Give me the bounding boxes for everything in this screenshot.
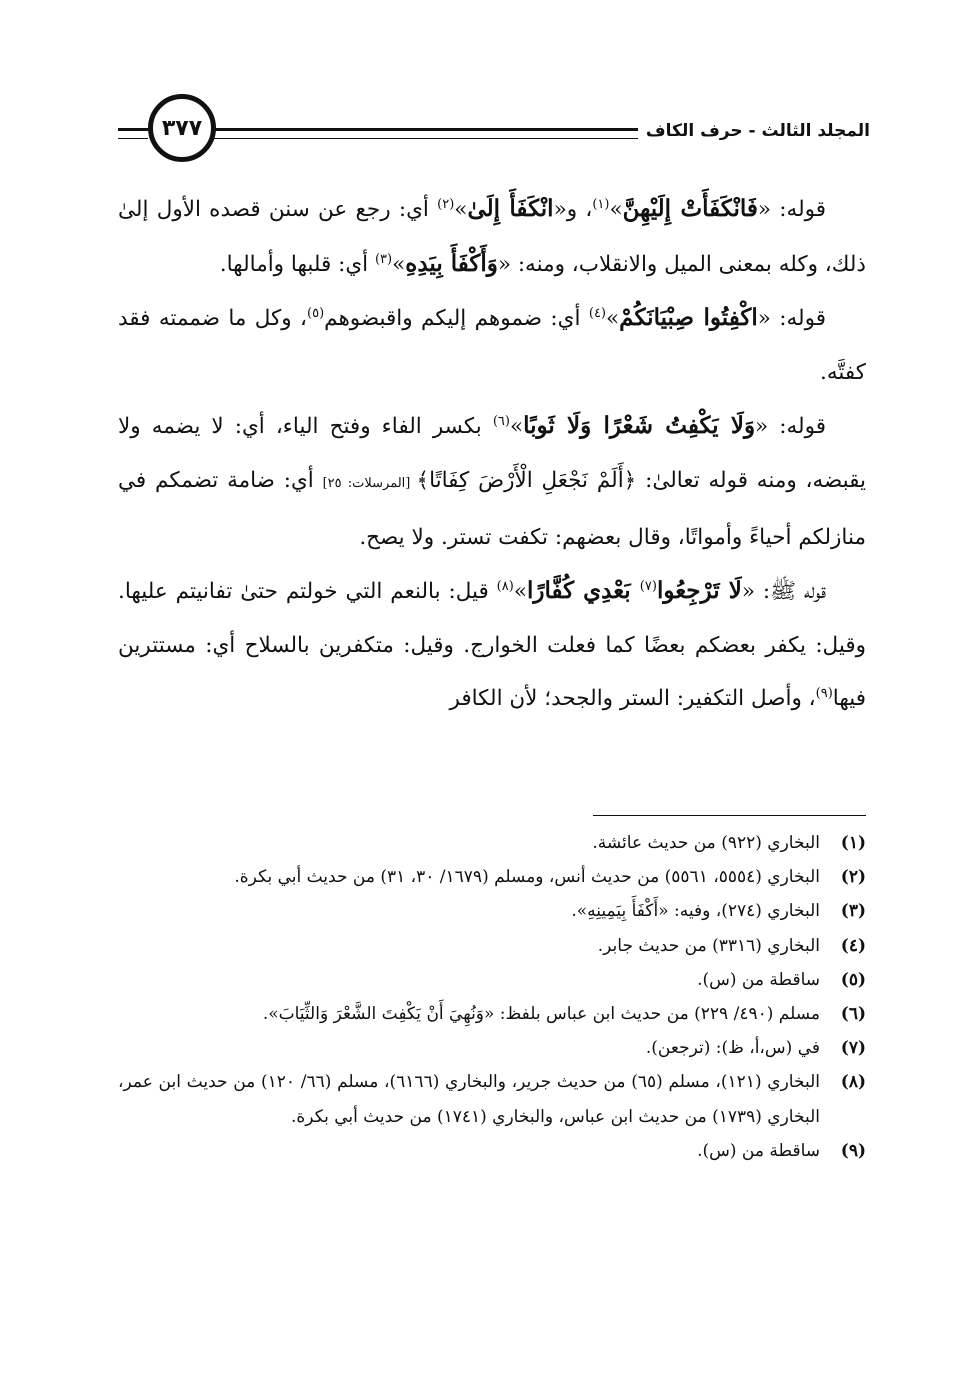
footnote-marker: (٤) xyxy=(588,306,606,322)
footnote-text: ساقطة من (س). xyxy=(697,1140,820,1161)
text: أي: ضامة تضمكم في منازلكم أحياءً وأمواتًا، وقال بعضهم: تكفت تستر. ولا يصح. xyxy=(118,467,866,550)
text: قوله: « xyxy=(755,414,826,440)
footnote-number: (٧) xyxy=(840,1038,866,1059)
text: » xyxy=(513,579,527,605)
footnote-text: مسلم (٤٩٠/ ٢٢٩) من حديث ابن عباس بلفظ: «وَنُهِيَ أَنْ يَكْفِتَ الشَّعْرَ وَالثِّيَابَ». xyxy=(262,1004,820,1025)
footnote-marker: (٦) xyxy=(492,414,510,430)
footnote-marker: (٣) xyxy=(374,251,393,267)
text: ، وأصل التكفير: الستر والجحد؛ لأن الكافر xyxy=(449,686,816,712)
running-title: المجلد الثالث - حرف الكاف xyxy=(638,118,870,144)
footnote-text: البخاري (٥٥٥٤، ٥٥٦١) من حديث أنس، ومسلم (١٦٧٩/ ٣٠، ٣١) من حديث أبي بكرة. xyxy=(234,867,820,888)
footnote-marker: (٨) xyxy=(496,579,514,594)
footnote-number: (٥) xyxy=(840,969,866,990)
paragraph-2 xyxy=(118,291,866,399)
page-number-badge xyxy=(148,94,216,162)
footnote-separator xyxy=(593,815,866,816)
hadith-quote: لَا تَرْجِعُوا xyxy=(656,577,742,605)
footnote-number: (٣) xyxy=(840,901,866,922)
page-number: ٣٧٧ xyxy=(161,115,203,141)
text: » xyxy=(609,197,623,222)
footnote xyxy=(118,963,866,997)
footnote-marker: (١) xyxy=(592,196,610,212)
text: أي: قلبها وأمالها. xyxy=(219,251,375,277)
hadith-quote: فَانْكَفَأَتْ إِلَيْهِنَّ xyxy=(622,195,758,222)
footnote xyxy=(118,1031,866,1065)
footnote xyxy=(118,997,866,1031)
text: » xyxy=(392,251,406,277)
footnote xyxy=(118,1065,866,1133)
footnote xyxy=(118,860,866,894)
footnote xyxy=(118,929,866,963)
text: ، و« xyxy=(553,197,593,222)
footnote-number: (٩) xyxy=(840,1140,866,1161)
hadith-quote: انْكَفَأَ إِلَىٰ xyxy=(467,195,554,222)
footnote xyxy=(118,894,866,928)
text: قوله: « xyxy=(757,306,826,332)
footnote-text: ساقطة من (س). xyxy=(697,969,820,990)
footnote-number: (٤) xyxy=(840,935,866,956)
footnote-text: البخاري (٣٣١٦) من حديث جابر. xyxy=(597,935,820,956)
text: قوله: « xyxy=(757,197,827,222)
footnote-marker: (٢) xyxy=(437,196,455,212)
footnote-number: (٦) xyxy=(840,1004,866,1025)
footnote-marker: (٧) xyxy=(639,579,657,594)
text: أي: ضموهم إليكم واقبضوهم xyxy=(324,306,589,332)
running-header xyxy=(118,94,870,174)
footnotes xyxy=(118,826,866,1168)
paragraph-4 xyxy=(118,564,866,726)
footnote-number: (١) xyxy=(840,833,866,853)
paragraph-3 xyxy=(118,399,866,564)
hadith-quote: وَلَا يَكْفِتُ شَعْرًا وَلَا ثَوبًا xyxy=(523,412,756,440)
text: ، وكل ما ضممته فقد كفتَّه. xyxy=(118,306,866,385)
verse-reference: [المرسلات: ٢٥] xyxy=(322,475,417,491)
header-rule-left xyxy=(118,128,148,139)
footnote-text: في (س،أ، ظ): (ترجعن). xyxy=(645,1038,820,1059)
main-text xyxy=(118,182,866,726)
hadith-quote: بَعْدِي كُفَّارًا xyxy=(526,577,640,605)
footnote xyxy=(118,826,866,860)
quran-verse: ﴿أَلَمْ نَجْعَلِ الْأَرْضَ كِفَاتًا﴾ xyxy=(416,467,637,493)
hadith-quote: اكْفِتُوا صِبْيَانَكُمْ xyxy=(619,304,758,332)
footnote-text: البخاري (٢٧٤)، وفيه: «أَكْفَأَ بِيَمِينِهِ». xyxy=(571,901,820,922)
footnote-number: (٢) xyxy=(840,867,866,888)
text: قيل: بالنعم التي خولتم حتىٰ تفانيتم عليها. وقيل: يكفر بعضكم بعضًا كما فعلت الخوارج. وقيل: متكفرين بالسلاح أي: مستترين فيها xyxy=(118,579,866,712)
text: » xyxy=(454,197,468,222)
footnote-text: البخاري (٩٢٢) من حديث عائشة. xyxy=(592,833,820,853)
text: أي: رجع عن سنن قصده الأول إلىٰ ذلك، وكله بمعنى الميل والانقلاب، ومنه: « xyxy=(118,197,866,277)
footnote-text: البخاري (١٢١)، مسلم (٦٥) من حديث جرير، والبخاري (٦١٦٦)، مسلم (٦٦/ ١٢٠) من حديث ابن عمر، البخاري (١٧٣٩) من حديث ابن عباس، والبخاري (١٧٤١) من حديث أبي بكرة. xyxy=(118,1072,820,1127)
text: » xyxy=(509,414,524,440)
text: » xyxy=(606,306,620,332)
text: قوله ﷺ: « xyxy=(741,579,826,605)
paragraph-1 xyxy=(118,182,866,291)
footnote xyxy=(118,1134,866,1168)
hadith-quote: وَأَكْفَأَ بِيَدِهِ xyxy=(405,249,498,277)
text: بكسر الفاء وفتح الياء، أي: لا يضمه ولا يقبضه، ومنه قوله تعالىٰ: xyxy=(118,414,866,493)
footnote-marker: (٩) xyxy=(815,686,833,702)
footnote-number: (٨) xyxy=(840,1072,866,1093)
footnote-marker: (٥) xyxy=(307,306,325,322)
